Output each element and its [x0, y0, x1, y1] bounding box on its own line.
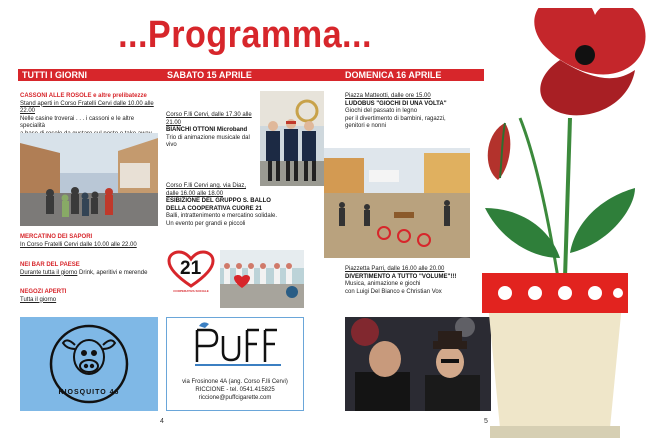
event-title: CASSONI ALLE ROSOLE e altre prelibatezze — [20, 93, 147, 99]
event-desc: Nelle casine troverai . . . i cassoni e le altre specialità — [20, 115, 135, 130]
header-domenica: DOMENICA 16 APRILE — [345, 70, 442, 80]
event-title: BIANCHI OTTONI Microband — [166, 127, 248, 134]
street-market-photo — [20, 133, 158, 226]
event-location: Corso F.lli Cervi, dalle 17.30 alle 21.00 — [166, 112, 252, 126]
puff-email: riccione@puffcigarette.com — [198, 395, 272, 401]
event-location: Piazza Matteotti, dalle ore 15.00 — [345, 93, 431, 99]
cuore21-sub: COOPERATIVA SOCIALE — [173, 289, 209, 293]
puff-logo-icon — [167, 318, 303, 372]
event-desc: Drink, aperitivi e merende — [77, 269, 148, 276]
event-desc: Musica, animazione e giochi — [345, 281, 421, 288]
event-location: In Corso Fratelli Cervi dalle 10.00 alle 22.00 — [20, 241, 137, 248]
piazza-games-photo — [324, 148, 470, 258]
event-negozi — [20, 289, 160, 304]
page-number-left: 4 — [160, 418, 164, 425]
event-time: Durante tutta il giorno — [20, 269, 78, 276]
page-number-right: 5 — [484, 418, 488, 425]
event-desc: Trio di animazione musicale dal vivo — [166, 134, 250, 149]
header-tutti-i-giorni: TUTTI I GIORNI — [22, 70, 87, 80]
event-title: NEI BAR DEL PAESE — [20, 262, 80, 268]
event-location: Piazzetta Parri, dalle 16.00 alle 20.00 — [345, 266, 445, 272]
event-desc: Giochi del passato in legno — [345, 108, 418, 115]
event-location: Corso F.lli Cervi ang. via Diaz, — [166, 183, 247, 189]
event-title: ESIBIZIONE DEL GRUPPO S. BALLO — [166, 198, 271, 205]
event-title: NEGOZI APERTI — [20, 289, 67, 295]
event-time: dalle 16.00 alle 18.00 — [166, 190, 224, 197]
cuore21-number: 21 — [180, 258, 202, 279]
event-cassoni — [20, 93, 160, 139]
event-mercatino — [20, 234, 160, 249]
puff-phone: RICCIONE - tel. 0541.415825 — [195, 387, 275, 393]
dance-photo — [220, 250, 304, 308]
puff-ad — [166, 317, 304, 411]
event-bianchi-ottoni — [166, 112, 262, 150]
event-time: Tutta il giorno — [20, 296, 57, 303]
page-title: ...Programma... — [118, 14, 372, 56]
band-photo — [260, 91, 324, 186]
kiosquito-logo-text: KIOSQUITO 46 — [58, 389, 120, 396]
cuore21-logo — [166, 250, 216, 298]
event-title: LUDOBUS "GIOCHI DI UNA VOLTA" — [345, 100, 447, 107]
event-cuore21 — [166, 183, 318, 229]
event-desc: genitori e nonni — [345, 123, 387, 130]
event-bar — [20, 262, 165, 277]
event-location: Stand aperti in Corso Fratelli Cervi dalle 10.00 alle 22.00 — [20, 100, 154, 115]
event-title: MERCATINO DEI SAPORI — [20, 234, 93, 240]
event-title: DIVERTIMENTO A TUTTO "VOLUME"!!! — [345, 273, 457, 280]
event-desc: con Luigi Del Bianco e Christian Vox — [345, 288, 442, 295]
event-desc: Un evento per grandi e piccoli — [166, 220, 246, 227]
event-title: DELLA COOPERATIVA CUORE 21 — [166, 205, 263, 212]
kiosquito-logo — [20, 317, 158, 411]
event-desc: per il divertimento di bambini, ragazzi, — [345, 115, 446, 122]
poppy-illustration — [460, 8, 650, 447]
header-sabato: SABATO 15 APRILE — [167, 70, 252, 80]
puff-address: via Frosinone 4A (ang. Corso F.lli Cervi) — [182, 379, 288, 385]
event-desc: Balli, intrattenimento e mercatino solidale. — [166, 213, 278, 220]
